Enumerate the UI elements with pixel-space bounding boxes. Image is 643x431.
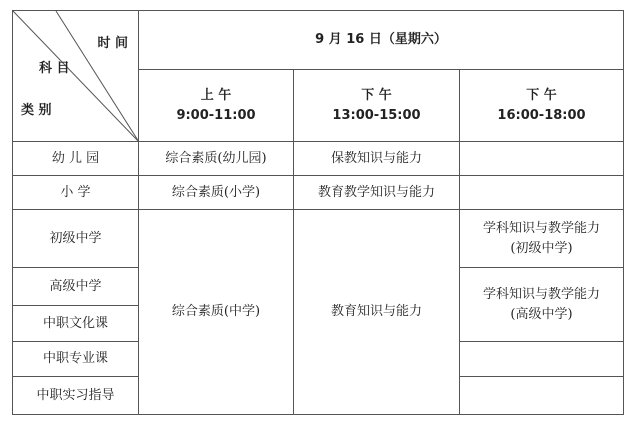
subject-cell	[460, 268, 624, 342]
exam-schedule	[12, 10, 624, 415]
session-label: 下 午	[526, 87, 557, 103]
table-row	[13, 210, 624, 268]
table-row	[13, 176, 624, 210]
session-label: 上 午	[200, 87, 232, 103]
table-row	[13, 142, 624, 176]
corner-label-subject: 科 目	[39, 61, 70, 76]
category-cell: 中职实习指导	[13, 377, 139, 415]
session-time: 9:00-11:00	[176, 107, 256, 123]
subject-cell	[460, 210, 624, 268]
category-cell: 小 学	[13, 176, 139, 210]
corner-header-cell	[13, 11, 139, 142]
subject-cell	[460, 142, 624, 176]
session-label: 下 午	[361, 87, 392, 103]
category-cell: 中职文化课	[13, 306, 139, 342]
subject-cell	[460, 377, 624, 415]
subject-line: (初级中学)	[510, 240, 573, 256]
corner-label-category: 类 别	[21, 103, 52, 118]
subject-cell	[460, 176, 624, 210]
session-header-1	[139, 70, 294, 142]
merged-subject-cell: 综合素质(中学)	[139, 210, 294, 415]
category-cell: 幼 儿 园	[13, 142, 139, 176]
subject-cell: 保教知识与能力	[294, 142, 460, 176]
schedule-table	[12, 10, 624, 415]
session-time: 16:00-18:00	[497, 107, 586, 123]
session-header-2	[294, 70, 460, 142]
session-header-3	[460, 70, 624, 142]
subject-cell: 综合素质(小学)	[139, 176, 294, 210]
subject-line: 学科知识与教学能力	[482, 220, 600, 236]
date-header: 9 月 16 日（星期六）	[139, 11, 624, 70]
subject-line: 学科知识与教学能力	[482, 286, 600, 302]
merged-subject-cell: 教育知识与能力	[294, 210, 460, 415]
subject-cell	[460, 342, 624, 377]
session-time: 13:00-15:00	[332, 107, 421, 123]
category-cell: 中职专业课	[13, 342, 139, 377]
subject-cell: 教育教学知识与能力	[294, 176, 460, 210]
category-cell: 初级中学	[13, 210, 139, 268]
subject-cell: 综合素质(幼儿园)	[139, 142, 294, 176]
subject-line: (高级中学)	[510, 306, 573, 322]
diagonal-lines	[13, 11, 139, 142]
corner-label-time: 时 间	[97, 36, 128, 51]
category-cell: 高级中学	[13, 268, 139, 306]
